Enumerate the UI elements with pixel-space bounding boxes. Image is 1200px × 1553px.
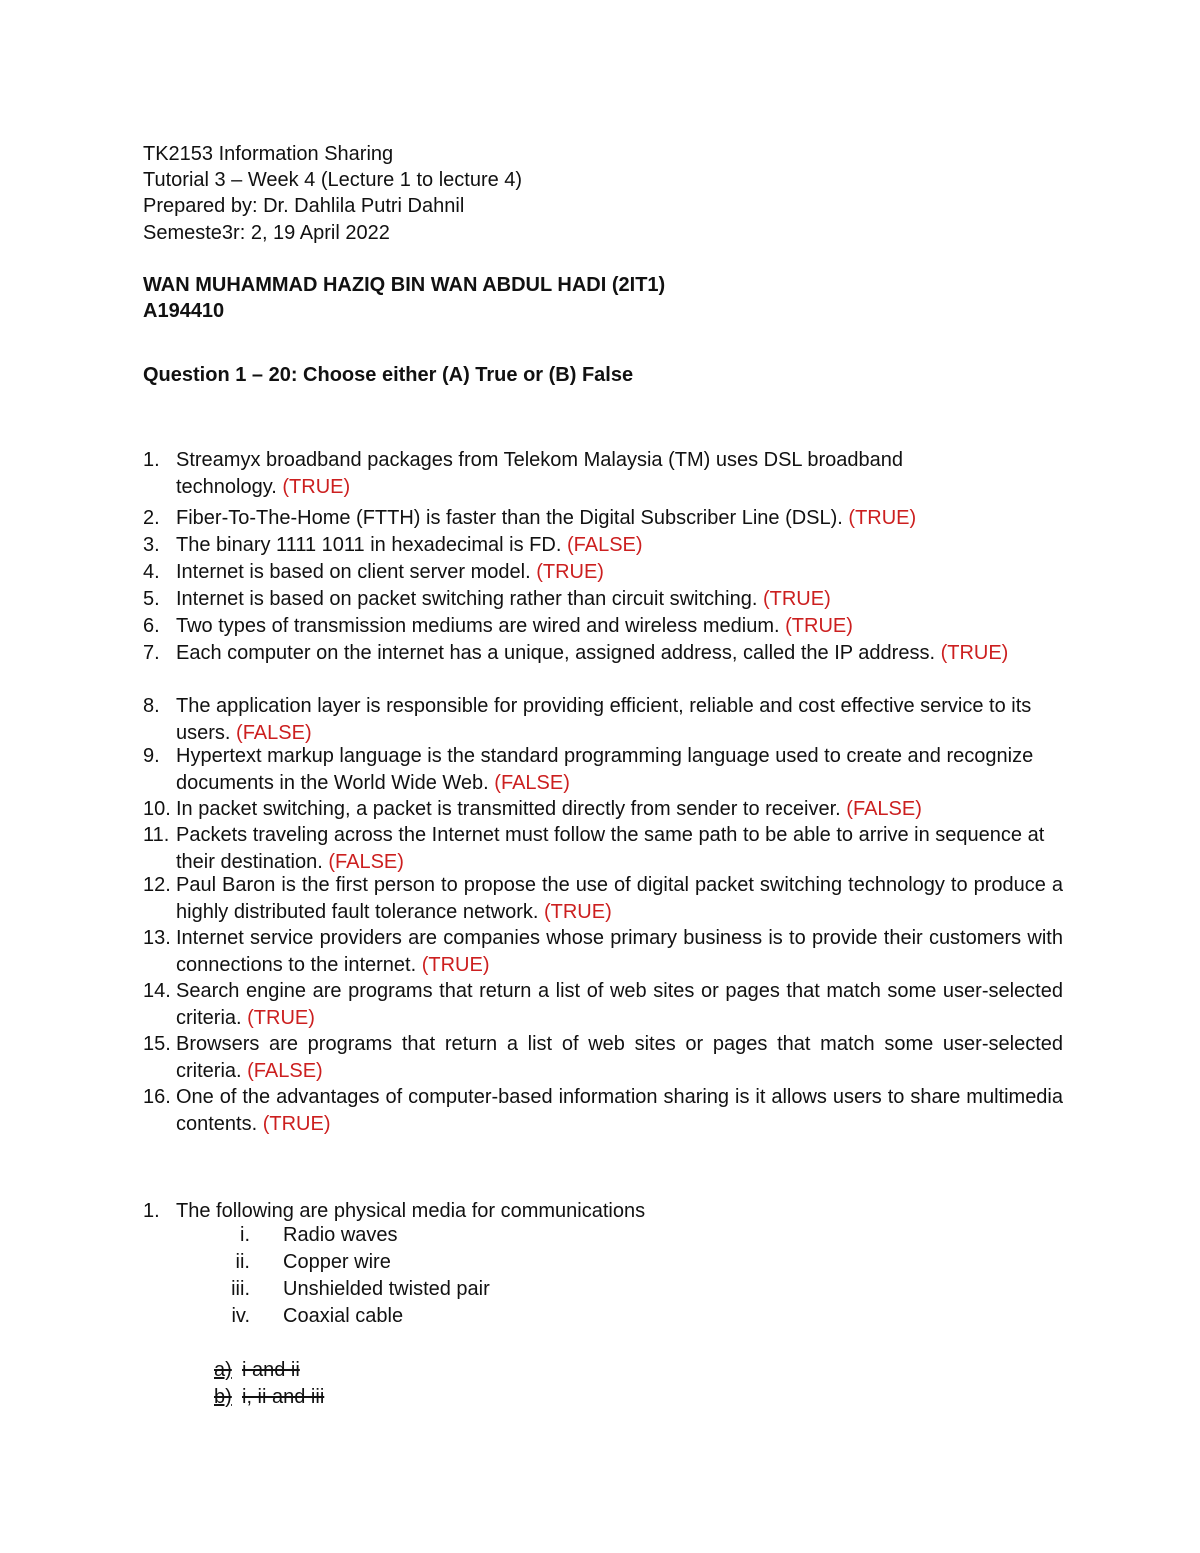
question-item: [143, 532, 1063, 559]
question-item: [143, 559, 1063, 586]
question-text: Internet service providers are companies whose primary business is to provide their customers with connections to the internet.: [176, 927, 1063, 976]
question-text: Browsers are programs that return a list of web sites or pages that match some user-selected criteria.: [176, 1033, 1063, 1082]
question-number: 13.: [143, 927, 171, 949]
question-item: [143, 447, 1063, 500]
question-item: [143, 1084, 1063, 1137]
answer-label: (FALSE): [247, 1059, 323, 1082]
question-item: [143, 640, 1063, 667]
question-text: The application layer is responsible for providing efficient, reliable and cost effective service to its users.: [176, 695, 1032, 744]
student-name: WAN MUHAMMAD HAZIQ BIN WAN ABDUL HADI (2IT1): [143, 274, 666, 296]
answer-label: (TRUE): [421, 953, 490, 976]
tutorial-line: Tutorial 3 – Week 4 (Lecture 1 to lecture 4): [143, 169, 523, 191]
media-item: Unshielded twisted pair: [283, 1278, 490, 1300]
question-item: [143, 925, 1063, 978]
question-number: 5.: [143, 588, 160, 610]
question-item: [143, 586, 1063, 613]
question-number: 4.: [143, 561, 160, 583]
answer-label: (TRUE): [785, 615, 853, 637]
question-item: [143, 505, 1063, 532]
question-item: [143, 613, 1063, 640]
answer-label: (TRUE): [536, 561, 604, 583]
mcq-stem: The following are physical media for communications: [176, 1200, 646, 1222]
question-number: 7.: [143, 642, 160, 664]
question-number: 15.: [143, 1033, 171, 1055]
question-text: Packets traveling across the Internet must follow the same path to be able to arrive in sequence at their destination.: [176, 824, 1045, 873]
answer-label: (TRUE): [762, 588, 831, 610]
answer-label: (FALSE): [846, 798, 922, 820]
question-text: The binary 1111 1011 in hexadecimal is FD.: [176, 534, 567, 556]
student-id: A194410: [143, 300, 225, 322]
option-text: i, ii and iii: [242, 1386, 325, 1408]
question-item: [143, 978, 1063, 1031]
question-item: [143, 693, 1063, 746]
question-text: Internet is based on packet switching rather than circuit switching.: [176, 588, 763, 610]
question-number: 16.: [143, 1086, 171, 1108]
semester-line: Semeste3r: 2, 19 April 2022: [143, 222, 390, 244]
answer-label: (TRUE): [848, 507, 917, 529]
question-number: 9.: [143, 745, 160, 767]
answer-label: (TRUE): [543, 900, 612, 923]
section-title: Question 1 – 20: Choose either (A) True or (B) False: [143, 364, 634, 386]
answer-label: (FALSE): [328, 850, 404, 873]
answer-label: (FALSE): [494, 771, 570, 794]
answer-label: (FALSE): [236, 721, 312, 744]
question-number: 12.: [143, 874, 171, 896]
mcq-item: [143, 1198, 1063, 1225]
question-item: [143, 743, 1063, 796]
question-number: 2.: [143, 507, 160, 529]
question-text: Each computer on the internet has a unique, assigned address, called the IP address.: [176, 642, 941, 664]
question-text: One of the advantages of computer-based information sharing is it allows users to share multimedia contents.: [176, 1086, 1063, 1135]
answer-label: (TRUE): [940, 642, 1009, 664]
question-text: Two types of transmission mediums are wired and wireless medium.: [176, 615, 786, 637]
media-item: Radio waves: [283, 1224, 398, 1246]
question-item: [143, 1031, 1063, 1084]
question-number: 10.: [143, 798, 171, 820]
question-number: 11.: [143, 824, 170, 846]
option-letter: a): [214, 1359, 232, 1381]
question-number: 14.: [143, 980, 171, 1002]
question-text: Hypertext markup language is the standard programming language used to create and recognize documents in the World Wide Web.: [176, 745, 1034, 794]
answer-option-a: [214, 1357, 300, 1383]
answer-label: (TRUE): [282, 475, 351, 498]
question-item: [143, 872, 1063, 925]
question-text: Paul Baron is the first person to propose the use of digital packet switching technology to produce a highly distributed fault tolerance network.: [176, 874, 1063, 923]
question-item: [143, 822, 1063, 875]
question-text: Internet is based on client server model.: [176, 561, 537, 583]
question-item: [143, 796, 1063, 823]
answer-label: (TRUE): [247, 1006, 315, 1029]
option-text: i and ii: [242, 1359, 300, 1381]
option-letter: b): [214, 1386, 232, 1408]
media-item: Copper wire: [283, 1251, 391, 1273]
question-number: 3.: [143, 534, 160, 556]
course-title: TK2153 Information Sharing: [143, 143, 394, 165]
question-number: 1.: [143, 449, 160, 471]
answer-label: (TRUE): [262, 1112, 331, 1135]
question-text: In packet switching, a packet is transmitted directly from sender to receiver.: [176, 798, 847, 820]
mcq-number: 1.: [143, 1200, 160, 1222]
question-text: Streamyx broadband packages from Telekom Malaysia (TM) uses DSL broadband technology.: [176, 449, 904, 498]
media-item: Coaxial cable: [283, 1305, 404, 1327]
question-number: 8.: [143, 695, 160, 717]
question-text: Fiber-To-The-Home (FTTH) is faster than the Digital Subscriber Line (DSL).: [176, 507, 849, 529]
answer-option-b: [214, 1384, 325, 1410]
question-number: 6.: [143, 615, 160, 637]
question-text: Search engine are programs that return a list of web sites or pages that match some user-selected criteria.: [176, 980, 1063, 1029]
document-page: TK2153 Information Sharing Tutorial 3 – Week 4 (Lecture 1 to lecture 4) Prepared by: Dr. Dahlila Putri Dahnil Semeste3r: 2, 19 April 2022 WAN MUHAMMAD HAZIQ BIN WAN ABDUL HADI (2IT1) A194410 Question 1 – 20: Choose either (A) True or (B) False 1. Streamyx broadband packages from Telekom Malaysia (TM) uses DSL broadband technology. (TRUE) 2. Fiber-To-The-Home (FTTH) is faster than the Digital Subscriber Line (DSL). (TRUE) 3. The binary 1111 1011 in hexadecimal is FD. (FALSE) 4. Internet is based on client server model. (TRUE) 5. Internet is based on packet switching rather than circuit switching. (TRUE) 6. Two types of transmission mediums are wired and wireless medium. (TRUE) 7. Each computer on the internet has a unique, assigned address, called the IP address. (TRUE) 8. The application layer is responsible for providing efficient, reliable and cost effective service to its users. (FALSE) 9. Hypertext markup language is the standard programming language used to create and recognize documents in the World Wide Web. (FALSE) 10. In packet switching, a packet is transmitted directly from sender to receiver. (FALSE) 11. Packets traveling across the Internet must follow the same path to be able to arrive in sequence at their destination. (FALSE) 12. Paul Baron is the first person to propose the use of digital packet switching technology to produce a highly distributed fault tolerance network. (TRUE) 13. Internet service providers are companies whose primary business is to provide their customers with connections to the internet. (TRUE) 14. Search engine are programs that return a list of web sites or pages that match some user-selected criteria. (TRUE) 15. Browsers are programs that return a list of web sites or pages that match some user-selected criteria. (FALSE) 16. One of the advantages of computer-based information sharing is it allows users to share multimedia contents. (TRUE) 1. The following are physical media for communications i. Radio waves ii. Copper wire iii. Unshielded twisted pair iv. Coaxial cable a) i and ii b) i, ii and iii: [143, 143, 1063, 1408]
answer-label: (FALSE): [566, 534, 643, 556]
prepared-by-line: Prepared by: Dr. Dahlila Putri Dahnil: [143, 195, 465, 217]
